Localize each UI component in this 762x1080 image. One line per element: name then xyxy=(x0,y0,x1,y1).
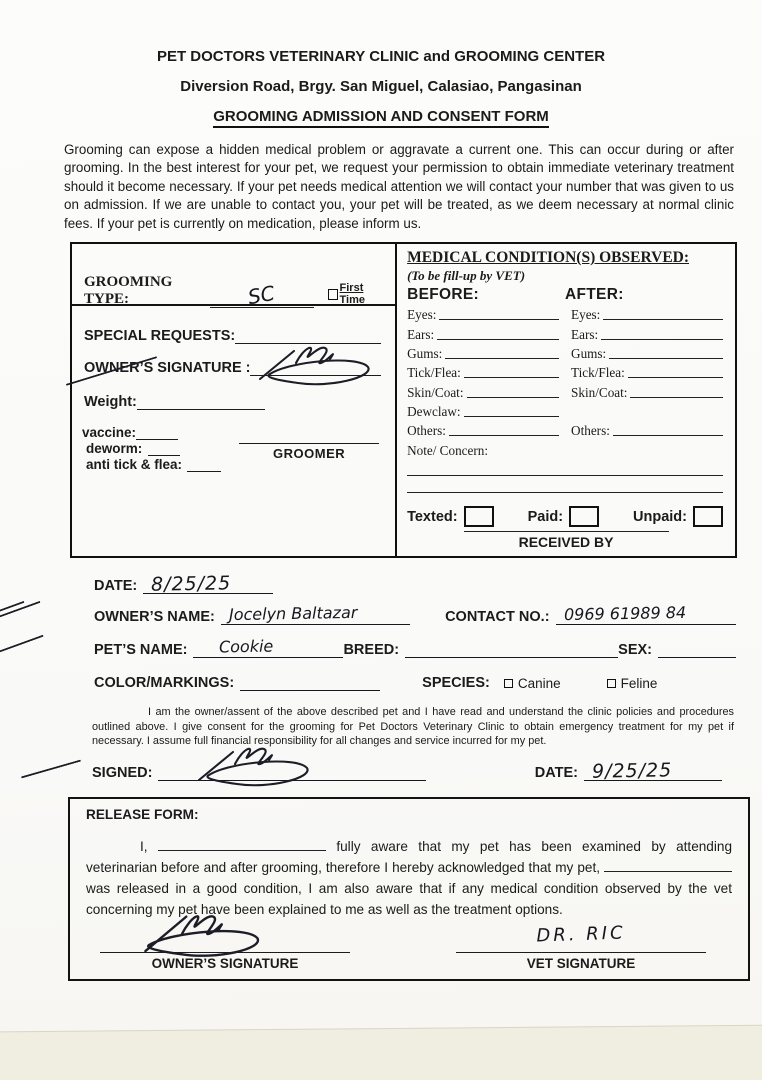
received-by-label: RECEIVED BY xyxy=(518,534,614,551)
color-markings-label: COLOR/MARKINGS: xyxy=(94,675,235,692)
before-gums-label: Gums: xyxy=(407,345,443,361)
after-label: AFTER: xyxy=(565,286,624,304)
weight-label: Weight: xyxy=(84,394,137,411)
medical-row-dewclaw xyxy=(407,401,723,420)
sex-field[interactable] xyxy=(658,657,736,658)
before-gums-field[interactable] xyxy=(445,358,559,359)
medical-row-ears xyxy=(407,323,723,342)
special-requests-label: SPECIAL REQUESTS: xyxy=(84,328,236,345)
breed-field[interactable] xyxy=(405,657,618,658)
date-handwritten-value: 8/25/25 xyxy=(151,572,232,596)
consent-paragraph: I am the owner/assent of the above described pet and I have read and understand the clinic policies and procedures outlined above. I give consent for the grooming for Pet Doctors Veterinary Clinic to obtain emergency treatment for my pet if necessary. I assume full financial responsibility for all changes and service incurred for my pet. xyxy=(92,706,734,748)
owner-signature-field[interactable] xyxy=(100,952,350,953)
before-skin-coat-label: Skin/Coat: xyxy=(407,384,464,400)
medical-row-eyes xyxy=(407,304,723,323)
signed-field[interactable] xyxy=(158,780,426,781)
date-label: DATE: xyxy=(94,578,138,595)
box-owners-signature-field[interactable] xyxy=(250,375,381,376)
after-eyes-field[interactable] xyxy=(603,319,723,320)
medical-row-gums xyxy=(407,343,723,362)
species-label: SPECIES: xyxy=(422,675,490,692)
unpaid-label: Unpaid: xyxy=(633,508,687,525)
after-skin-coat-label: Skin/Coat: xyxy=(571,384,628,400)
vet-signature-label: VET SIGNATURE xyxy=(526,955,636,971)
release-form-body xyxy=(86,836,732,920)
medical-conditions-cell xyxy=(397,244,735,556)
release-body-part3: was released in a good condition, I am also aware that if any medical condition observed by the vet concerning my pet have been explained to me as well as the treatment options. xyxy=(86,880,732,917)
before-eyes-label: Eyes: xyxy=(407,307,437,323)
note-line-2[interactable] xyxy=(407,476,723,493)
vaccine-label: vaccine: xyxy=(82,425,137,441)
before-ears-label: Ears: xyxy=(407,326,435,342)
first-time-checkbox[interactable] xyxy=(328,289,338,300)
owners-name-field[interactable] xyxy=(221,602,411,625)
row-divider xyxy=(72,304,395,306)
signed-label: SIGNED: xyxy=(92,764,153,781)
breed-label: BREED: xyxy=(343,642,400,659)
contact-no-field[interactable] xyxy=(556,602,736,625)
paid-label: Paid: xyxy=(527,508,564,525)
release-form-title: RELEASE FORM: xyxy=(86,806,199,822)
before-others-field[interactable] xyxy=(449,435,559,436)
contact-no-label: CONTACT NO.: xyxy=(445,609,550,626)
box-owners-signature-label: OWNER’S SIGNATURE : xyxy=(84,360,251,377)
admission-table xyxy=(70,242,737,558)
after-others-label: Others: xyxy=(571,423,610,439)
special-requests-field[interactable] xyxy=(235,343,381,344)
owner-signature-scribble xyxy=(254,341,394,393)
signed-date-label: DATE: xyxy=(534,764,578,781)
before-tick-flea-label: Tick/Flea: xyxy=(407,365,461,381)
before-skin-coat-field[interactable] xyxy=(467,397,560,398)
release-form-box xyxy=(68,797,750,981)
before-tick-flea-field[interactable] xyxy=(464,377,559,378)
grooming-type-label: GROOMING TYPE: xyxy=(84,274,173,308)
after-tick-flea-label: Tick/Flea: xyxy=(571,365,625,381)
species-feline-label: Feline xyxy=(620,676,658,692)
release-owner-name-blank[interactable] xyxy=(158,838,326,851)
after-others-field[interactable] xyxy=(613,435,723,436)
anti-tick-flea-field[interactable] xyxy=(187,471,221,472)
deworm-field[interactable] xyxy=(148,455,180,456)
after-gums-field[interactable] xyxy=(609,358,723,359)
medical-row-others xyxy=(407,420,723,439)
clinic-name: PET DOCTORS VETERINARY CLINIC and GROOMING CENTER xyxy=(156,48,606,65)
before-eyes-field[interactable] xyxy=(439,319,559,320)
vet-signature-block xyxy=(456,922,706,971)
release-body-part2: fully aware that my pet has been examined by attending veterinarian before and after grooming, therefore I hereby acknowledged that my pet, xyxy=(86,838,733,875)
pets-name-label: PET’S NAME: xyxy=(94,642,188,659)
before-label: BEFORE: xyxy=(407,286,479,304)
grooming-info-cell xyxy=(72,244,397,556)
sex-label: SEX: xyxy=(618,642,652,659)
grooming-type-field[interactable] xyxy=(210,280,314,310)
medical-row-tick-flea xyxy=(407,362,723,381)
signed-row xyxy=(92,759,722,783)
intro-paragraph: Grooming can expose a hidden medical problem or aggravate a current one. This can occur during or after grooming. In the best interest for your pet, we request your permission to obtain immediate veterinary treatment should it become necessary. If your pet needs medical attention we will contact your number that was given to us on admission. If we are unable to contact you, your pet will be treated, as we deem necessary at normal clinic fees. If your pet is currently on medication, please inform us. xyxy=(64,142,734,231)
clinic-address: Diversion Road, Brgy. San Miguel, Calasiao, Pangasinan xyxy=(180,78,582,95)
texted-checkbox[interactable] xyxy=(464,506,494,527)
first-time-label: First Time xyxy=(339,282,365,307)
note-concern-label: Note/ Concern: xyxy=(407,443,489,459)
contact-no-handwritten-value: 0969 61989 84 xyxy=(563,602,686,625)
owner-signature-block xyxy=(100,952,350,971)
after-tick-flea-field[interactable] xyxy=(628,377,723,378)
before-ears-field[interactable] xyxy=(437,339,559,340)
after-ears-field[interactable] xyxy=(601,339,723,340)
received-by-field[interactable] xyxy=(464,531,669,532)
signed-date-field[interactable] xyxy=(584,759,722,783)
vet-signature-field[interactable] xyxy=(456,952,706,953)
grooming-type-handwritten-value: SC xyxy=(246,280,277,310)
release-pet-name-blank[interactable] xyxy=(604,859,732,872)
groomer-signature-field[interactable] xyxy=(239,443,379,444)
species-canine-checkbox[interactable] xyxy=(504,679,513,688)
after-ears-label: Ears: xyxy=(571,326,599,342)
deworm-label: deworm: xyxy=(86,441,143,457)
medical-row-skin-coat xyxy=(407,381,723,400)
form-title: GROOMING ADMISSION AND CONSENT FORM xyxy=(213,108,549,128)
owners-name-label: OWNER’S NAME: xyxy=(94,609,215,626)
signed-date-handwritten-value: 9/25/25 xyxy=(591,759,673,783)
medical-title: MEDICAL CONDITION(S) OBSERVED: xyxy=(407,249,690,267)
texted-label: Texted: xyxy=(407,508,458,525)
pets-name-handwritten-value: Cookie xyxy=(219,636,274,657)
date-field[interactable] xyxy=(143,572,273,596)
before-others-label: Others: xyxy=(407,423,446,439)
color-markings-field[interactable] xyxy=(240,690,380,691)
release-body-part1: I, xyxy=(140,838,148,854)
vaccine-field[interactable] xyxy=(136,439,178,440)
owner-signature-label: OWNER’S SIGNATURE xyxy=(151,955,299,971)
before-dewclaw-label: Dewclaw: xyxy=(407,403,461,419)
anti-tick-flea-label: anti tick & flea: xyxy=(86,457,183,473)
after-skin-coat-field[interactable] xyxy=(630,397,723,398)
species-canine-label: Canine xyxy=(517,676,561,692)
medical-subtitle: (To be fill-up by VET) xyxy=(407,268,526,284)
owner-signature-scribble xyxy=(188,742,338,794)
note-line-1[interactable] xyxy=(407,459,723,476)
after-eyes-label: Eyes: xyxy=(571,307,601,323)
owners-name-handwritten-value: Jocelyn Baltazar xyxy=(228,602,358,625)
after-gums-label: Gums: xyxy=(571,345,607,361)
species-feline-checkbox[interactable] xyxy=(607,679,616,688)
vet-signature-handwritten-value: DR. RIC xyxy=(536,922,626,947)
pen-strike-mark xyxy=(21,759,81,778)
paid-checkbox[interactable] xyxy=(569,506,599,527)
pets-name-field[interactable] xyxy=(193,636,343,658)
unpaid-checkbox[interactable] xyxy=(693,506,723,527)
before-dewclaw-field[interactable] xyxy=(464,416,560,417)
groomer-label: GROOMER xyxy=(273,446,346,462)
form-header xyxy=(0,0,762,128)
scanner-paper-edge xyxy=(0,1025,762,1080)
pen-strike-mark xyxy=(0,635,44,656)
owner-pet-details xyxy=(94,572,736,692)
weight-field[interactable] xyxy=(137,409,265,410)
